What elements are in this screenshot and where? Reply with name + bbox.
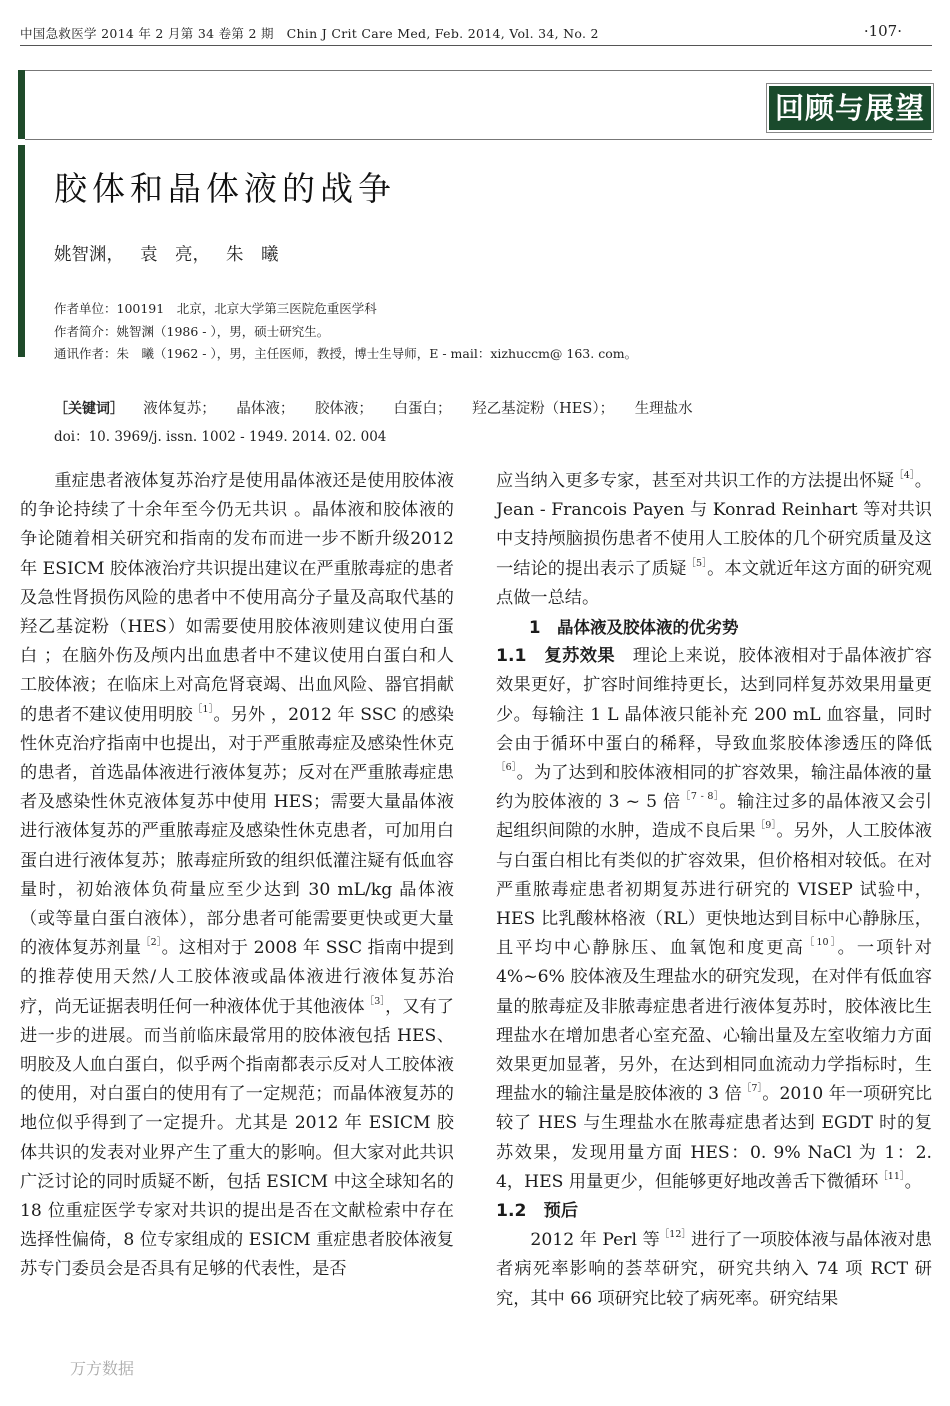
paragraph-text: 。另外 ，2012 年 SSC 的感染性休克治疗指南中也提出，对于严重脓毒症及感染性休克的患者，首选晶体液进行液体复苏；反对在严重脓毒症患者及感染性休克液体复苏中使用 HES；需要大量晶体液进行液体复苏的严重脓毒症及感染性休克患者，可加用白蛋白进行液体复苏；脓毒症所致的组织低灌注疑有低血容量时，初始液体负荷量应至少达到 30 mL/kg 晶体液（或等量白蛋白液体），部分患者可能需要更快或更大量的液体复苏剂量 <box>20 704 454 959</box>
watermark: 万方数据 <box>70 1359 135 1378</box>
citation-ref[interactable]: ［1］ <box>192 703 214 715</box>
keyword: 液体复苏； <box>143 401 216 417</box>
paragraph <box>20 467 472 1285</box>
author-info <box>54 298 637 366</box>
section-bottom-rule <box>25 139 932 140</box>
left-accent-bar <box>18 70 25 139</box>
author-list <box>54 241 279 266</box>
citation-ref[interactable]: ［10］ <box>804 937 838 949</box>
keyword: 生理盐水 <box>634 401 693 417</box>
paragraph-text: 2012 年 Perl 等 <box>530 1230 660 1251</box>
body-column-left <box>20 467 472 1285</box>
citation-ref[interactable]: ［6］ <box>496 762 517 774</box>
paragraph-text: 重症患者液体复苏治疗是使用晶体液还是使用胶体液的争论持续了十余年至今仍无共识 。晶体液和胶体液的争论随着相关研究和指南的发布而进一步不断升级2012 年 ESICM 胶体液治疗共识提出建议在严重脓毒症的患者及急性肾损伤风险的患者中不使用高分子量及高取代基的羟乙基淀粉（HES）如需要使用胶体液则建议使用白蛋白 ；在脑外伤及颅内出血患者中不建议使用白蛋白和人工胶体液；在临床上对高危肾衰竭、出血风险、器官捐献的患者不建议使用明胶 <box>20 471 472 725</box>
doi: doi：10. 3969/j. issn. 1002 - 1949. 2014. 02. 004 <box>54 429 387 445</box>
page-number: ·107· <box>863 22 902 40</box>
section-badge: 回顾与展望 <box>769 86 931 130</box>
keyword: 晶体液； <box>236 401 295 417</box>
body-column-right <box>496 467 932 1314</box>
paragraph-text: 。为了达到和胶体液相同的扩容效果，输注晶体液的量约为胶体液的 3 ~ 5 倍 <box>496 763 932 813</box>
author-name: 姚智渊， <box>54 245 124 265</box>
author-intro: 作者简介：姚智渊（1986 - ），男，硕士研究生。 <box>54 323 330 339</box>
citation-ref[interactable]: ［7 - 8］ <box>680 791 720 803</box>
keyword: 羟乙基淀粉（HES）； <box>472 401 615 417</box>
citation-ref[interactable]: ［2］ <box>141 937 162 949</box>
paragraph <box>496 467 932 613</box>
journal-header: 中国急救医学 2014 年 2 月第 34 卷第 2 期 Chin J Crit Care Med, Feb. 2014, Vol. 34, No. 2 <box>20 26 599 41</box>
paragraph-text: ，又有了进一步的进展。而当前临床最常用的胶体液包括 HES、明胶及人血白蛋白，似乎两个指南都表示反对人工胶体液的使用，对白蛋白的使用有了一定规范；而晶体液复苏的地位似乎得到了一定提升。尤其是 2012 年 ESICM 胶体共识的发表对业界产生了重大的影响。但大家对此共识广泛讨论的同时质疑不断，包括 ESICM 中这全球知名的 18 位重症医学专家对共识的提出是否在文献检索中存在选择性偏倚，8 位专家组成的 ESICM 重症患者胶体液复苏专门委员会是否具有足够的代表性，是否 <box>20 996 454 1280</box>
citation-ref[interactable]: ［5］ <box>686 557 708 569</box>
paragraph-text: 。 <box>904 1171 922 1192</box>
citation-ref[interactable]: ［3］ <box>364 995 386 1007</box>
paragraph-text: 理论上来说，胶体液相对于晶体液扩容效果更好，扩容时间维持更长，达到同样复苏效果用量更少。每输注 1 L 晶体液只能补充 200 mL 血容量，同时会由于循环中蛋白的稀释，导致血浆胶体渗透压的降低 <box>496 646 932 754</box>
author-name: 袁 亮， <box>140 245 210 265</box>
header-rule <box>20 45 932 46</box>
keyword: 白蛋白； <box>393 401 452 417</box>
paragraph-text: 。另外，人工胶体液与白蛋白相比有类似的扩容效果，但价格相对较低。在对严重脓毒症患者初期复苏进行研究的 VISEP 试验中，HES 比乳酸林格液（RL）更快地达到目标中心静脉压，且平均中心静脉压、血氧饱和度更高 <box>496 821 932 959</box>
article-title: 胶体和晶体液的战争 <box>54 169 396 208</box>
citation-ref[interactable]: ［7］ <box>741 1083 763 1095</box>
paragraph-text: 。输注过多的晶体液又会引起组织间隙的水肿，造成不良后果 <box>496 792 932 842</box>
citation-ref[interactable]: ［12］ <box>659 1229 691 1241</box>
keyword: 胶体液； <box>314 401 373 417</box>
paragraph-text: 。本文就近年这方面的研究观点做一总结。 <box>496 558 932 608</box>
paragraph <box>496 1226 932 1314</box>
paragraph-text: 。Jean - Francois Payen 与 Konrad Reinhart 等对共识中支持颅脑损伤患者不使用人工胶体的几个研究质量及这一结论的提出表示了质疑 <box>496 471 932 579</box>
affiliation: 作者单位：100191 北京，北京大学第三医院危重医学科 <box>54 301 377 316</box>
title-accent-bar <box>18 145 25 357</box>
keywords <box>54 397 709 418</box>
section-top-rule <box>25 70 932 71</box>
paragraph <box>496 642 932 1197</box>
paragraph-text: 进行了一项胶体液与晶体液对患者病死率影响的荟萃研究，研究共纳入 74 项 RCT 研究，其中 66 项研究比较了病死率。研究结果 <box>496 1230 932 1309</box>
section-heading: 1 晶体液及胶体液的优劣势 <box>529 618 739 638</box>
paragraph-text: 。这相对于 2008 年 SSC 指南中提到的推荐使用天然/人工胶体液或晶体液进行液体复苏治疗，尚无证据表明任何一种液体优于其他液体 <box>20 938 454 1017</box>
citation-ref[interactable]: ［4］ <box>894 470 915 481</box>
citation-ref[interactable]: ［9］ <box>755 820 777 832</box>
author-name: 朱 曦 <box>226 245 279 265</box>
subsection-heading: 1.2 预后 <box>496 1201 579 1222</box>
corresponding-author: 通讯作者：朱 曦（1962 - ），男，主任医师，教授，博士生导师，E - mail：xizhuccm@ 163. com。 <box>54 346 638 361</box>
paragraph-text: 。2010 年一项研究比较了 HES 与生理盐水在脓毒症患者达到 EGDT 时的复苏效果，发现用量方面 HES：0. 9% NaCl 为 1：2. 4，HES 用量更少，但能够更好地改善舌下微循环 <box>496 1084 932 1192</box>
subsection-heading: 1.1 复苏效果 <box>496 646 616 667</box>
citation-ref[interactable]: ［11］ <box>878 1170 905 1182</box>
paragraph-text: 。一项针对 4%~6% 胶体液及生理盐水的研究发现，在对伴有低血容量的脓毒症及非脓毒症患者进行液体复苏时，胶体液比生理盐水在增加患者心室充盈、心输出量及左室收缩力方面效果更加显著，另外，在达到相同血流动力学指标时，生理盐水的输注量是胶体液的 3 倍 <box>496 938 932 1105</box>
keywords-label: ［关键词］ <box>54 401 124 417</box>
paragraph-text: 应当纳入更多专家，甚至对共识工作的方法提出怀疑 <box>496 471 895 491</box>
